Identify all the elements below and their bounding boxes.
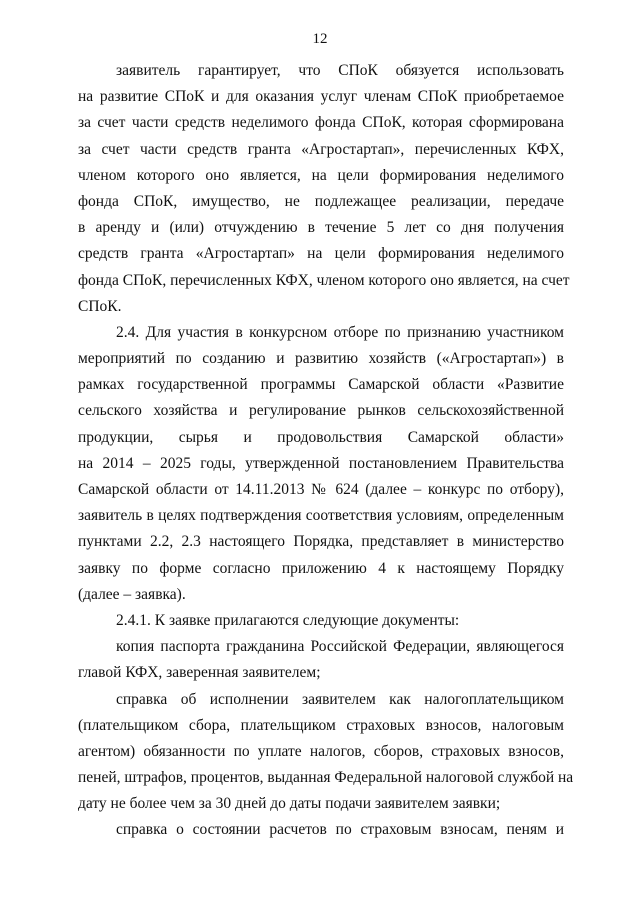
paragraph-line: в аренду и (или) отчуждению в течение 5 лет со дня получения xyxy=(78,219,564,237)
paragraph-line: на 2014 – 2025 годы, утвержденной постановлением Правительства xyxy=(78,454,564,472)
page-number: 12 xyxy=(312,31,328,47)
paragraph xyxy=(78,608,564,634)
paragraph-line: 2.4. Для участия в конкурсном отборе по признанию участником xyxy=(116,323,564,341)
paragraph-line: заявитель гарантирует, что СПоК обязуется использовать xyxy=(116,62,564,79)
paragraph-line: СПоК. xyxy=(78,297,122,315)
paragraph xyxy=(78,687,574,818)
paragraph-line: заявитель в целях подтверждения соответствия условиям, определенным xyxy=(78,507,564,525)
paragraph-line: (далее – заявка). xyxy=(78,585,186,603)
paragraph-line: справка об исполнении заявителем как налогоплательщиком xyxy=(116,690,564,708)
paragraph-line: Самарской области от 14.11.2013 № 624 (далее – конкурс по отбору), xyxy=(78,481,564,498)
paragraph-line: дату не более чем за 30 дней до даты подачи заявителем заявки; xyxy=(78,795,501,813)
paragraph-line: членом которого оно является, на цели формирования неделимого xyxy=(78,166,564,184)
paragraph-line: (плательщиком сбора, плательщиком страховых взносов, налоговым xyxy=(78,716,564,734)
paragraph-line: за счет части средств гранта «Агростартап», перечисленных КФХ, xyxy=(78,140,564,158)
paragraph-line: заявку по форме согласно приложению 4 к настоящему Порядку xyxy=(78,559,564,577)
paragraph xyxy=(78,634,564,686)
paragraph-line: фонда СПоК, имущество, не подлежащее реализации, передаче xyxy=(78,192,564,210)
paragraph-line: сельского хозяйства и регулирование рынков сельскохозяйственной xyxy=(78,402,564,420)
paragraph-line: главой КФХ, заверенная заявителем; xyxy=(78,664,321,682)
paragraph-line: рамках государственной программы Самарской области «Развитие xyxy=(78,376,564,394)
paragraph-line: пеней, штрафов, процентов, выданная Федеральной налоговой службой на xyxy=(78,769,574,787)
paragraph-line: копия паспорта гражданина Российской Федерации, являющегося xyxy=(116,638,564,656)
paragraph-line: мероприятий по созданию и развитию хозяйств («Агростартап») в xyxy=(78,350,564,368)
document-body xyxy=(78,58,574,844)
paragraph-line: средств гранта «Агростартап» на цели формирования неделимого xyxy=(78,245,564,263)
paragraph xyxy=(78,817,564,843)
paragraph-line: пунктами 2.2, 2.3 настоящего Порядка, представляет в министерство xyxy=(78,533,564,551)
paragraph-line: фонда СПоК, перечисленных КФХ, членом которого оно является, на счет xyxy=(78,271,570,289)
paragraph-line: агентом) обязанности по уплате налогов, сборов, страховых взносов, xyxy=(78,742,564,760)
paragraph-line: справка о состоянии расчетов по страховым взносам, пеням и xyxy=(116,821,564,839)
paragraph-line: за счет части средств неделимого фонда СПоК, которая сформирована xyxy=(78,114,564,132)
paragraph-line: продукции, сырья и продовольствия Самарской области» xyxy=(78,428,564,446)
paragraph xyxy=(78,320,564,608)
paragraph-line: 2.4.1. К заявке прилагаются следующие документы: xyxy=(116,611,460,629)
paragraph-line: на развитие СПоК и для оказания услуг членам СПоК приобретаемое xyxy=(78,88,564,106)
paragraph xyxy=(78,58,570,320)
